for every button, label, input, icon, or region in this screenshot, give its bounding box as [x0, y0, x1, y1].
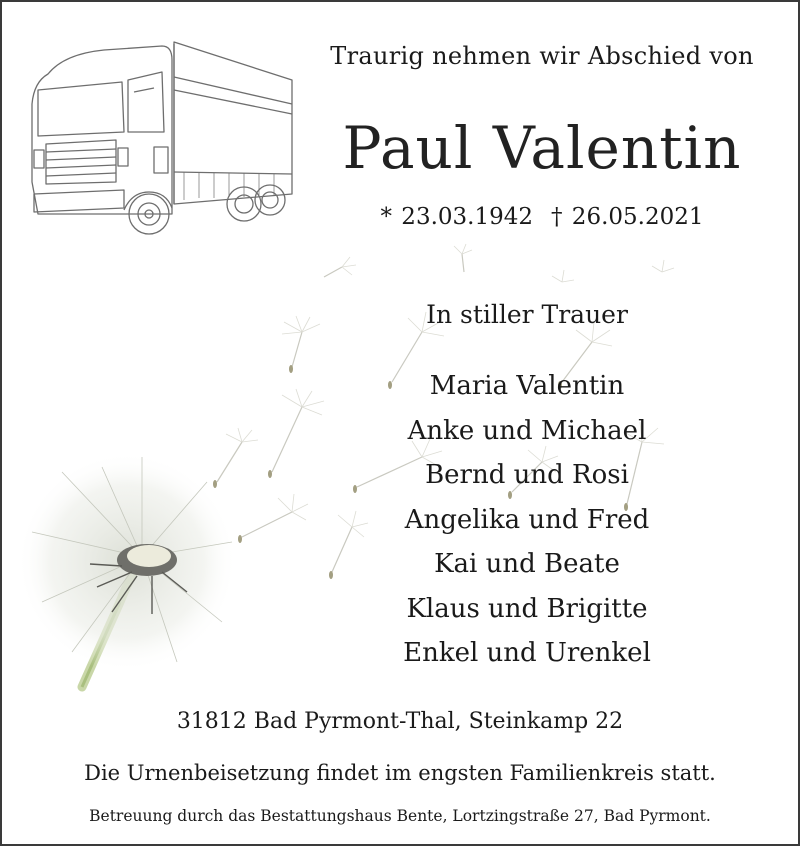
funeral-home-note: Betreuung durch das Bestattungshaus Bente, Lortzingstraße 27, Bad Pyrmont.	[89, 807, 711, 825]
intro-line: Traurig nehmen wir Abschied von	[330, 42, 754, 70]
relative-name: Klaus und Brigitte	[406, 593, 648, 624]
relative-name: Kai und Beate	[434, 549, 620, 579]
family-address: 31812 Bad Pyrmont-Thal, Steinkamp 22	[176, 709, 624, 734]
burial-notice: Die Urnenbeisetzung findet im engsten Familienkreis statt.	[84, 761, 716, 785]
birth-date: * 23.03.1942	[380, 204, 533, 230]
relative-name: Maria Valentin	[429, 371, 625, 401]
relative-name: Anke und Michael	[407, 415, 647, 446]
death-date: † 26.05.2021	[551, 204, 704, 230]
relative-name: Bernd und Rosi	[425, 460, 629, 490]
relative-name: Enkel und Urenkel	[403, 638, 651, 668]
truck-illustration	[24, 32, 302, 242]
relative-name: Angelika und Fred	[404, 504, 650, 535]
deceased-name: Paul Valentin	[342, 114, 742, 182]
life-dates	[302, 204, 782, 230]
mourning-line: In stiller Trauer	[426, 300, 628, 329]
relatives-list	[332, 364, 722, 676]
